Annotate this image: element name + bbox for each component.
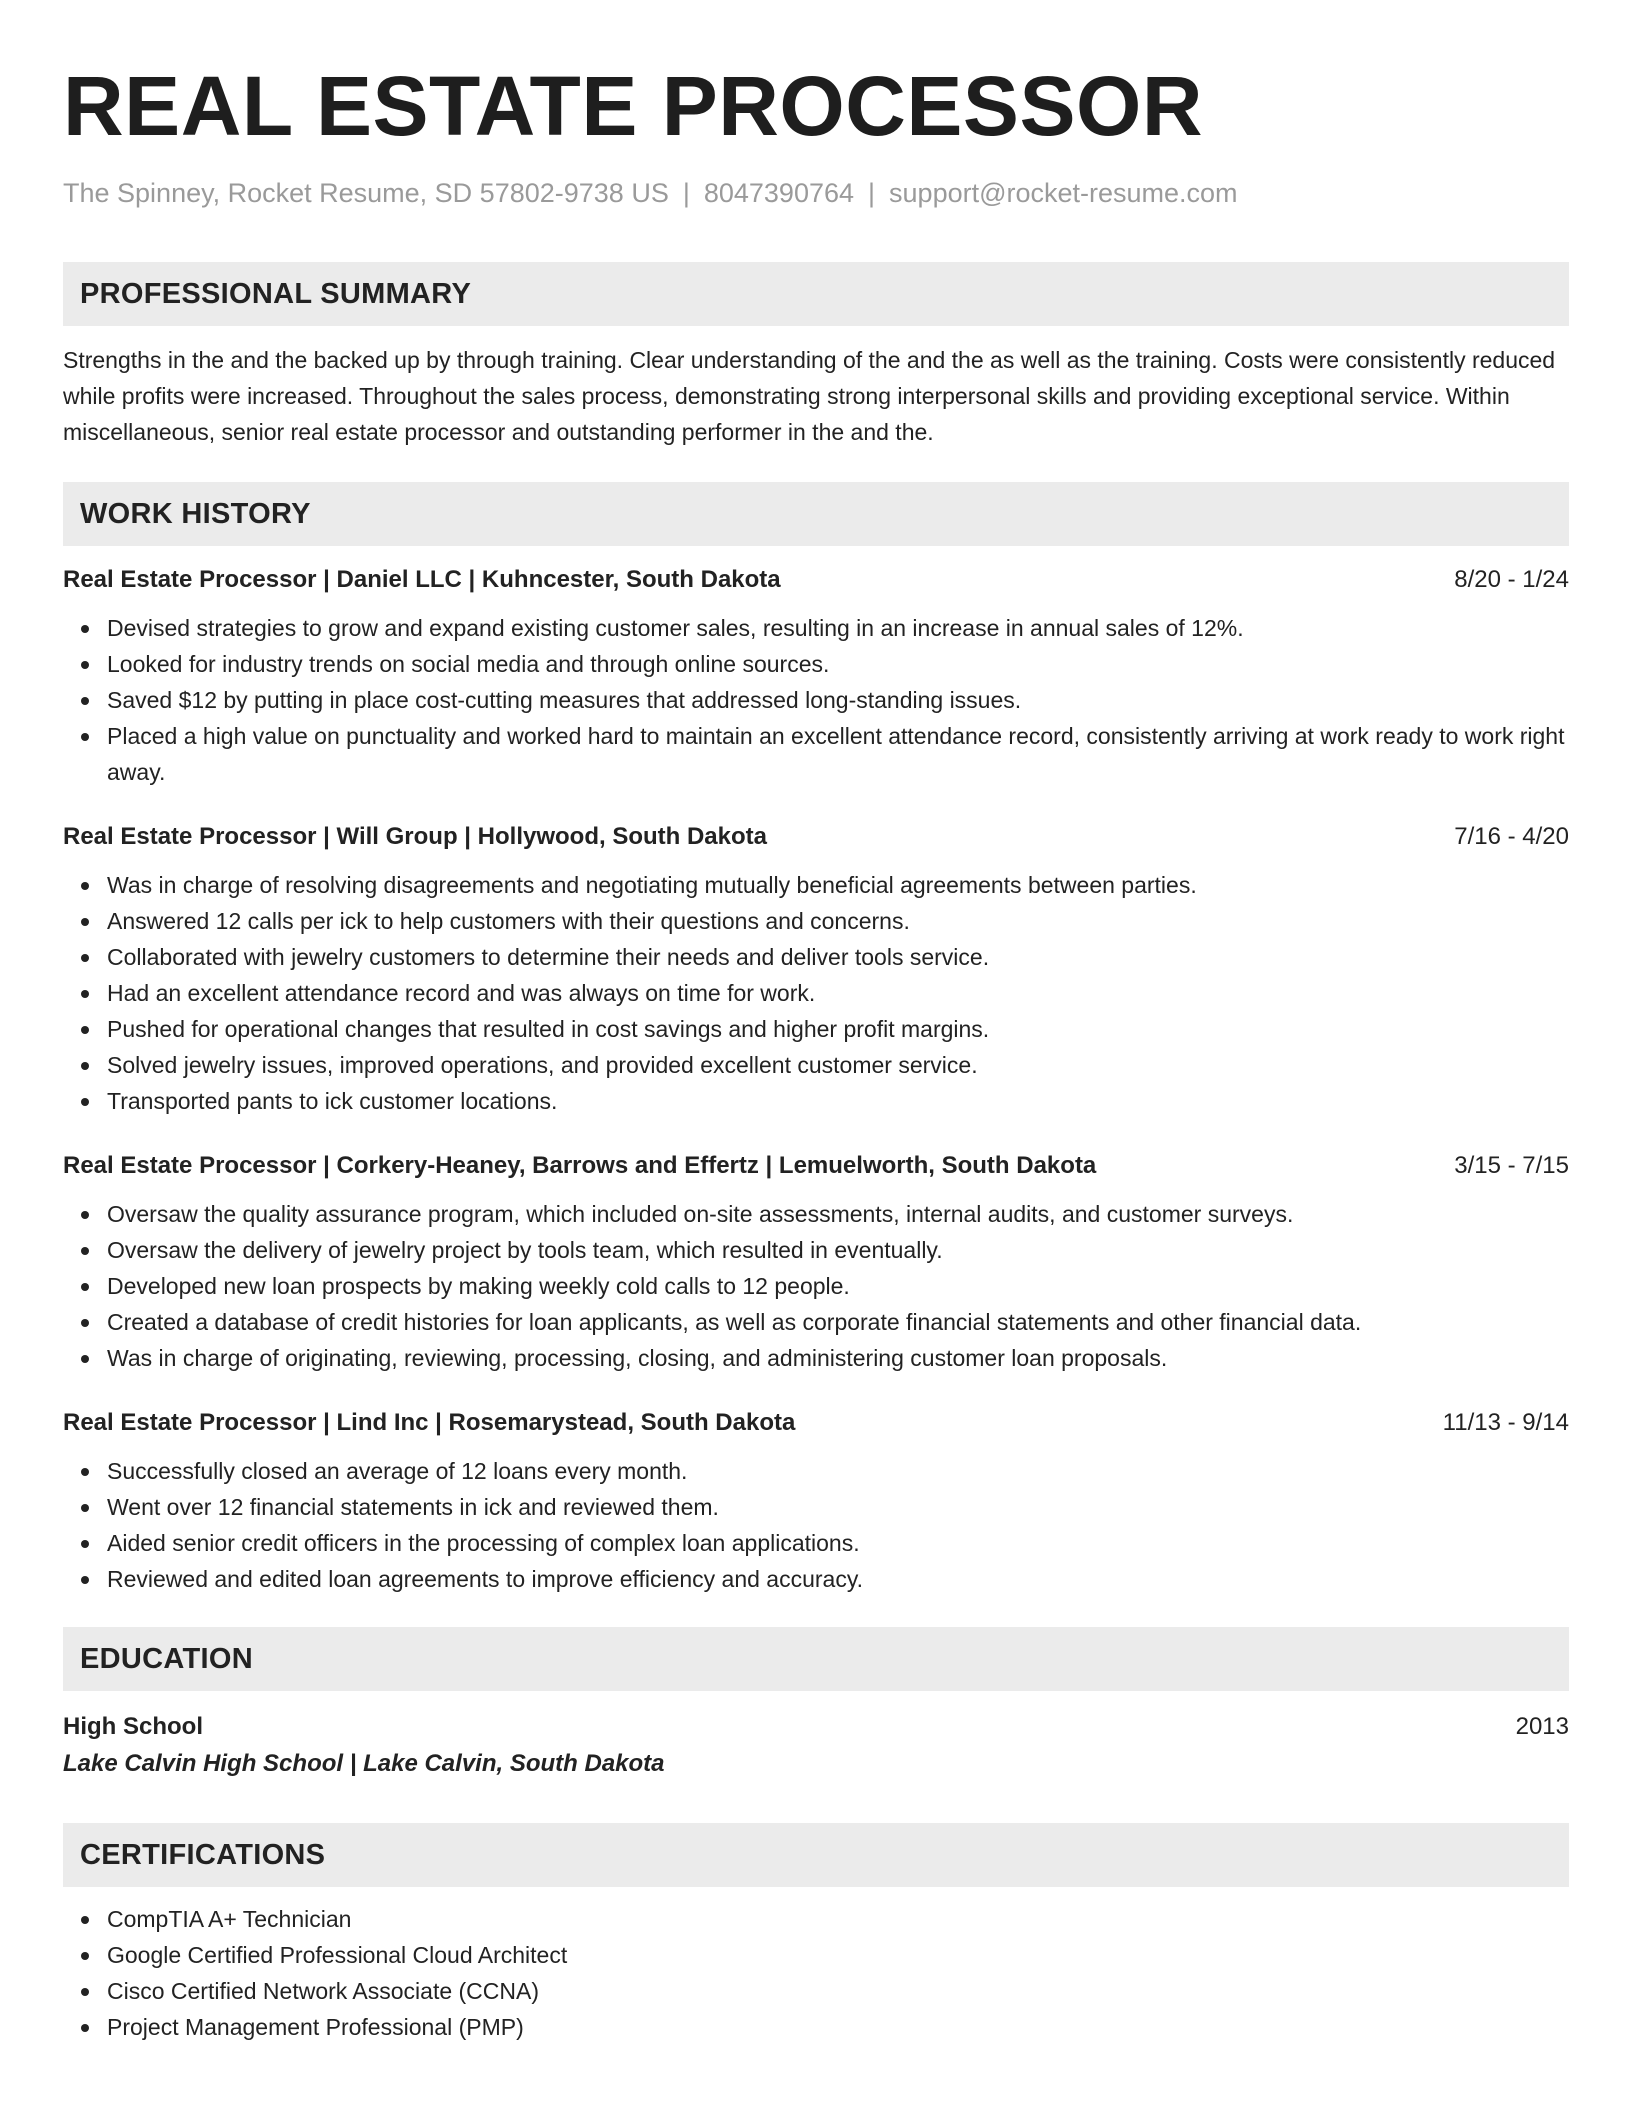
section-heading-work-history: WORK HISTORY — [63, 482, 1569, 546]
job-bullet: Developed new loan prospects by making weekly cold calls to 12 people. — [107, 1268, 1569, 1304]
job-header — [63, 564, 1569, 596]
job-bullet: Answered 12 calls per ick to help customers with their questions and concerns. — [107, 903, 1569, 939]
job-title: Real Estate Processor | Corkery-Heaney, Barrows and Effertz | Lemuelworth, South Dakota — [63, 1152, 1097, 1179]
job-bullet: Aided senior credit officers in the processing of complex loan applications. — [107, 1525, 1569, 1561]
job-bullet: Placed a high value on punctuality and worked hard to maintain an excellent attendance record, consistently arriving at work ready to work right away. — [107, 718, 1569, 790]
job-bullet: Was in charge of originating, reviewing, processing, closing, and administering customer loan proposals. — [107, 1340, 1569, 1376]
contact-line — [63, 176, 1569, 210]
job-dates: 3/15 - 7/15 — [1454, 1152, 1569, 1179]
job-bullet: Was in charge of resolving disagreements and negotiating mutually beneficial agreements between parties. — [107, 867, 1569, 903]
education-year: 2013 — [1515, 1713, 1569, 1740]
job-dates: 11/13 - 9/14 — [1442, 1409, 1569, 1436]
job-entry — [63, 1407, 1569, 1597]
education-entry — [63, 1709, 1569, 1783]
education-header — [63, 1709, 1569, 1745]
contact-separator: | — [682, 178, 690, 208]
job-title: Real Estate Processor | Will Group | Hollywood, South Dakota — [63, 823, 768, 850]
job-bullets — [63, 867, 1569, 1119]
contact-phone: 8047390764 — [703, 178, 855, 208]
job-title: Real Estate Processor | Daniel LLC | Kuhncester, South Dakota — [63, 566, 781, 593]
job-bullet: Pushed for operational changes that resulted in cost savings and higher profit margins. — [107, 1011, 1569, 1047]
job-dates: 8/20 - 1/24 — [1454, 566, 1569, 593]
job-bullet: Went over 12 financial statements in ick and reviewed them. — [107, 1489, 1569, 1525]
contact-separator: | — [868, 178, 876, 208]
contact-email: support@rocket-resume.com — [889, 178, 1238, 208]
job-bullet: Had an excellent attendance record and was always on time for work. — [107, 975, 1569, 1011]
summary-text: Strengths in the and the backed up by through training. Clear understanding of the and the as well as the training. Costs were consistently reduced while profits were increased. Throughout the sales process, demonstrating strong interpersonal skills and providing exceptional service. Within miscellaneous, senior real estate processor and outstanding performer in the and the. — [63, 347, 1556, 445]
job-dates: 7/16 - 4/20 — [1454, 823, 1569, 850]
certification-item: Google Certified Professional Cloud Architect — [107, 1937, 1569, 1973]
job-bullet: Reviewed and edited loan agreements to improve efficiency and accuracy. — [107, 1561, 1569, 1597]
job-bullets — [63, 610, 1569, 790]
job-header — [63, 821, 1569, 853]
job-bullets — [63, 1453, 1569, 1597]
education-degree: High School — [63, 1713, 203, 1740]
job-bullet: Oversaw the quality assurance program, which included on-site assessments, internal audits, and customer surveys. — [107, 1196, 1569, 1232]
job-bullet: Solved jewelry issues, improved operations, and provided excellent customer service. — [107, 1047, 1569, 1083]
job-entry — [63, 564, 1569, 790]
job-entry — [63, 821, 1569, 1119]
job-bullet: Saved $12 by putting in place cost-cutting measures that addressed long-standing issues. — [107, 682, 1569, 718]
education-school: Lake Calvin High School | Lake Calvin, South Dakota — [63, 1750, 665, 1777]
certification-item: Project Management Professional (PMP) — [107, 2009, 1569, 2045]
section-heading-certifications: CERTIFICATIONS — [63, 1823, 1569, 1887]
candidate-name: REAL ESTATE PROCESSOR — [63, 59, 1203, 153]
section-heading-summary: PROFESSIONAL SUMMARY — [63, 262, 1569, 326]
job-bullet: Oversaw the delivery of jewelry project by tools team, which resulted in eventually. — [107, 1232, 1569, 1268]
job-bullets — [63, 1196, 1569, 1376]
section-heading-education: EDUCATION — [63, 1627, 1569, 1691]
certification-item: CompTIA A+ Technician — [107, 1901, 1569, 1937]
job-entry — [63, 1150, 1569, 1376]
job-bullet: Looked for industry trends on social media and through online sources. — [107, 646, 1569, 682]
job-header — [63, 1150, 1569, 1182]
certification-item: Cisco Certified Network Associate (CCNA) — [107, 1973, 1569, 2009]
job-bullet: Created a database of credit histories for loan applicants, as well as corporate financial statements and other financial data. — [107, 1304, 1569, 1340]
job-bullet: Transported pants to ick customer locations. — [107, 1083, 1569, 1119]
contact-address: The Spinney, Rocket Resume, SD 57802-9738 US — [63, 178, 669, 208]
certifications-list — [63, 1901, 1569, 2045]
job-bullet: Devised strategies to grow and expand existing customer sales, resulting in an increase in annual sales of 12%. — [107, 610, 1569, 646]
job-title: Real Estate Processor | Lind Inc | Rosemarystead, South Dakota — [63, 1409, 796, 1436]
job-bullet: Collaborated with jewelry customers to determine their needs and deliver tools service. — [107, 939, 1569, 975]
job-header — [63, 1407, 1569, 1439]
job-bullet: Successfully closed an average of 12 loans every month. — [107, 1453, 1569, 1489]
work-history-list — [63, 564, 1569, 1597]
